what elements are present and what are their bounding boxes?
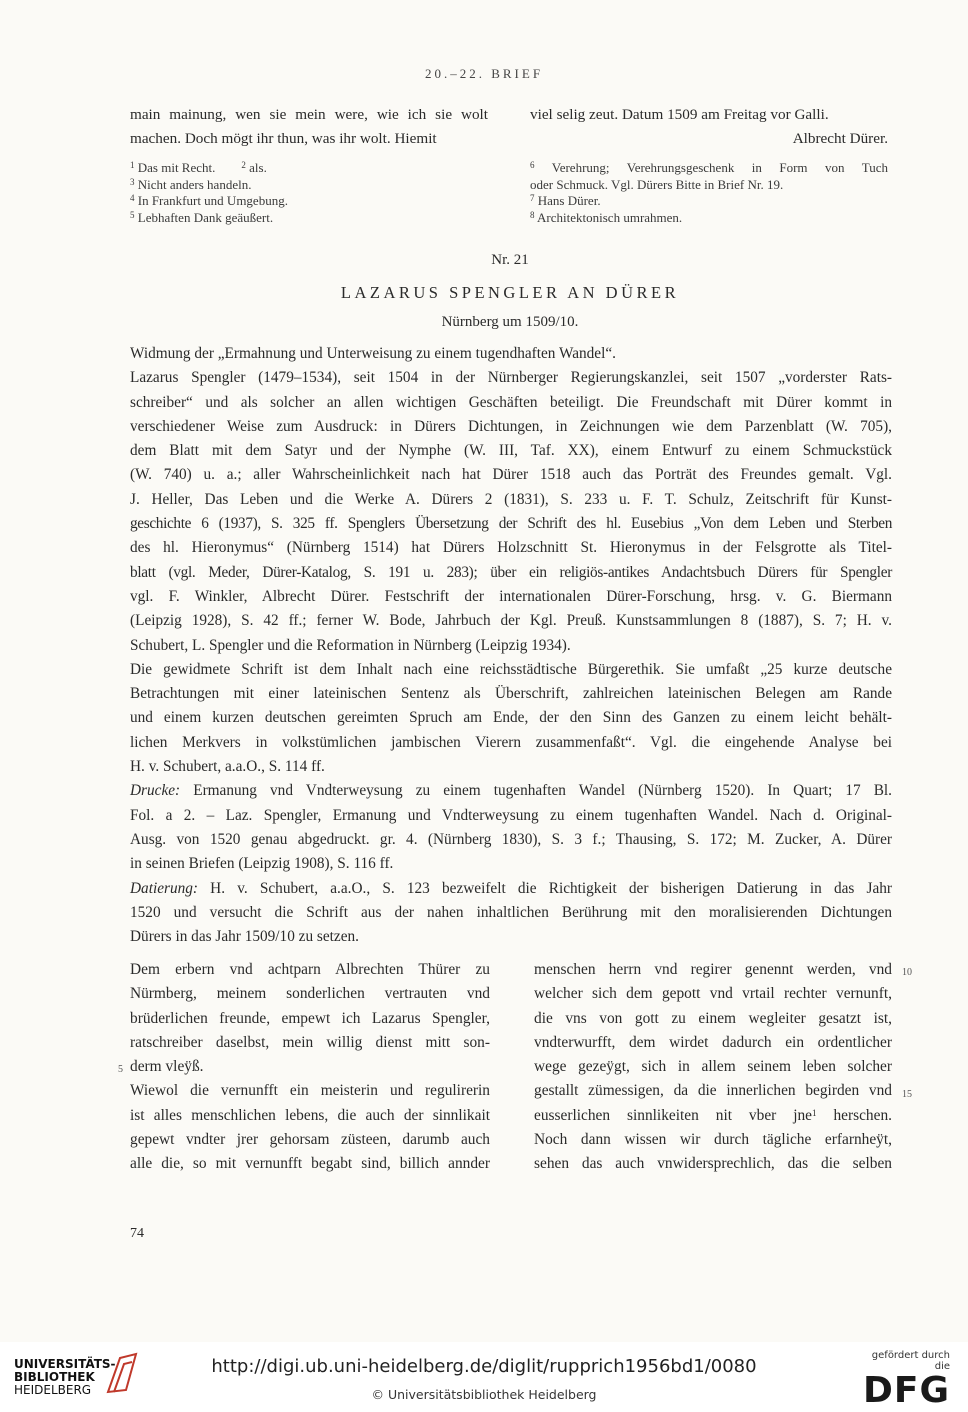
letter-left-column (130, 958, 490, 1177)
letter-line: alle die, so mit vernunfft begabt sind, billich annder (130, 1155, 490, 1173)
letter-line: ist alles menschlichen lebens, die auch der sinnlikait (130, 1106, 490, 1124)
text-line: schreiber“ und als solcher an allen wichtigen Geschäften beteiligt. Die Freundschaft mit Dürer kommt in (130, 393, 892, 411)
letter-line: vndterwurfft, dem wirdet dadurch ein ordentlicher (534, 1033, 892, 1051)
letter-line: sehen das auch vnwidersprechlich, das die selben (534, 1155, 892, 1173)
letter-number: Nr. 21 (491, 252, 529, 268)
text-line: vgl. F. Winkler, Albrecht Dürer. Festschrift der internationalen Dürer-Forschung, hrsg. v. G. Biermann (130, 587, 892, 605)
footnote: $^1$ Das mit Recht. $^2$ als. (130, 160, 267, 175)
text-line: viel selig zeut. Datum 1509 am Freitag vor Galli. (530, 106, 829, 123)
footer-bar (0, 1342, 968, 1412)
text-line: in seinen Briefen (Leipzig 1908), S. 116 ff. (130, 855, 394, 873)
text-line: H. v. Schubert, a.a.O., S. 114 ff. (130, 758, 325, 776)
top-left-column (130, 103, 488, 151)
text-line: geschichte 6 (1937), S. 325 ff. Spenglers Übersetzung der Schrift des hl. Eusebius „Von dem Leben und Sterben (130, 515, 892, 533)
letter-line: eusserlichen sinnlikeiten nit vber jne$^1$ herschen. (534, 1106, 892, 1124)
text-line: Betrachtungen mit einer lateinischen Sentenz als Überschrift, zahlreichen lateinischen Belegen am Rande (130, 685, 892, 703)
permalink-url[interactable]: http://digi.ub.uni-heidelberg.de/diglit/rupprich1956bd1/0080 (211, 1356, 757, 1377)
margin-line-number: 15 (902, 1089, 912, 1100)
dfg-logo[interactable] (854, 1350, 950, 1411)
letter-line: Dem erbern vnd achtparn Albrechten Thürer zu (130, 961, 490, 978)
text-line: blatt (vgl. Meder, Dürer-Katalog, S. 191 u. 283); über ein religiös-antikes Andachtsbuch Dürers für Spengler (130, 563, 892, 581)
datierung-line: Datierung: H. v. Schubert, a.a.O., S. 123 bezweifelt die Richtigkeit der bisherigen Datierung in das Jahr (130, 879, 893, 897)
footnotes-right (530, 160, 888, 226)
footnote: $^5$ Lebhaften Dank geäußert. (130, 209, 274, 225)
text-line: Fol. a 2. – Laz. Spengler, Ermanung und Vndterweysung zu einem tugenhaften Wandel. Nach d. Original- (130, 806, 892, 824)
text-line: J. Heller, Das Leben und die Werke A. Dürers 2 (1831), S. 233 u. F. T. Schulz, Zeitschrift für Kunst- (130, 490, 892, 508)
letter-heading: LAZARUS SPENGLER AN DÜRER (340, 283, 680, 302)
letter-line: die vns von gott zu einem wegleiter gesatzt ist, (534, 1009, 892, 1027)
drucke-line: Drucke: Ermanung vnd Vndterweysung zu einem tugenhaften Wandel (Nürnberg 1520). In Quart; 17 Bl. (130, 782, 892, 800)
running-head: 20.–22. BRIEF (424, 66, 544, 81)
text-line: machen. Doch mögt ihr thun, was ihr wolt. Hiemit (130, 130, 437, 147)
footnotes-left (130, 160, 490, 226)
letter-line: wege gezeÿgt, sich in allem seinem leben solcher (534, 1058, 892, 1076)
footnote: oder Schmuck. Vgl. Dürers Bitte in Brief Nr. 19. (530, 176, 784, 192)
copyright-notice: © Universitätsbibliothek Heidelberg (371, 1387, 597, 1402)
page-number: 74 (130, 1226, 144, 1241)
commentary (130, 342, 892, 949)
logo-text: BIBLIOTHEK (14, 1370, 95, 1384)
text-line: verschiedener Weise zum Ausdruck: in Dürers Dichtungen, in Zeichnungen wie dem Parzenblatt (W. 705), (130, 417, 892, 435)
footnote: $^3$ Nicht anders handeln. (130, 176, 252, 192)
text-line: Ausg. von 1520 genau abgedruckt. gr. 4. (Nürnberg 1830), S. 3 f.; Thausing, S. 172; M. Zucker, A. Dürer (130, 830, 892, 848)
letter-line: derm vleÿß. (130, 1058, 204, 1076)
text-line: 1520 und versucht die Schrift aus der nahen inhaltlichen Berührung mit den moralisierenden Dichtungen (130, 903, 892, 921)
letter-line: gestallt zümessigen, da die innerlichen begirden vnd (534, 1082, 892, 1100)
letter-right-column (534, 958, 892, 1177)
text-line: Widmung der „Ermahnung und Unterweisung zu einem tugendhaften Wandel“. (130, 345, 616, 362)
margin-line-number: 10 (902, 967, 912, 978)
footnote: $^7$ Hans Dürer. (530, 193, 601, 208)
margin-line-number: 5 (118, 1064, 123, 1075)
drucke-label: Drucke: (130, 782, 181, 800)
text-line: lichen Merkvers in volkstümlichen jambischen Vierern zusammenfaßt“. Vgl. die eingehende Analyse bei (130, 733, 892, 751)
text-line: Dürers in das Jahr 1509/10 zu setzen. (130, 928, 359, 946)
letter-line: gepewt vndter jrer gehorsam züsteen, darumb auch (130, 1131, 490, 1149)
text-line: (W. 740) u. a.; aller Wahrscheinlichkeit nach hat Dürer 1518 auch das Porträt des Freundes gemalt. Vgl. (130, 466, 892, 484)
text-line: des hl. Hieronymus“ (Nürnberg 1514) hat Dürers Holzschnitt St. Hieronymus in der Felsgrotte als Titel- (130, 539, 892, 557)
logo-text: HEIDELBERG (14, 1383, 92, 1397)
top-right-column (530, 103, 888, 151)
logo-text: UNIVERSITÄTS- (14, 1357, 116, 1371)
dfg-caption: gefördert durch die (871, 1350, 950, 1372)
dfg-wordmark: DFG (862, 1370, 950, 1411)
text-line: main mainung, wen sie mein were, wie ich sie wolt (130, 106, 488, 123)
text-line: Schubert, L. Spengler und die Reformation in Nürnberg (Leipzig 1934). (130, 636, 571, 654)
letter-line: menschen herrn vnd regirer genennt werden, vnd (534, 961, 892, 978)
footnote: $^4$ In Frankfurt und Umgebung. (130, 193, 288, 208)
letter-line: welcher sich dem gepott vnd vrtail rechter vernunft, (534, 985, 892, 1003)
datierung-label: Datierung: (130, 879, 198, 897)
letter-line: ratschreiber daselbst, mein willig dienst mitt son- (130, 1033, 490, 1051)
letter-line: Noch dann wissen wir durch tägliche erfarnheÿt, (534, 1131, 892, 1149)
letter-line: Nürmberg, meinem sonderlichen vertrauten vnd (130, 985, 490, 1003)
text-line: dem Blatt mit dem Satyr und der Nymphe (W. III, Taf. XX), einem Entwurf zu einem Schmuckstück (130, 442, 892, 460)
text-line: (Leipzig 1928), S. 42 ff.; ferner W. Bode, Jahrbuch der Kgl. Preuß. Kunstsammlungen 8 (1887), S. 7; H. v. (130, 612, 892, 630)
letter-line: brüderlichen freunde, empewt ich Lazarus Spengler, (130, 1009, 490, 1027)
footnote: $^8$ Architektonisch umrahmen. (530, 209, 683, 225)
footnote: $^6$ Verehrung; Verehrungsgeschenk in Form von Tuch (530, 160, 889, 175)
signature-line: Albrecht Dürer. (792, 130, 888, 147)
text-line: Lazarus Spengler (1479–1534), seit 1504 in der Nürnberger Regierungskanzlei, seit 1507 „vorderster Rats- (130, 369, 892, 387)
place-date: Nürnberg um 1509/10. (441, 314, 579, 330)
text-line: Die gewidmete Schrift ist dem Inhalt nach eine reichsstädtische Bürgerethik. Sie umfaßt „25 kurze deutsche (130, 660, 892, 678)
letter-line: Wiewol die vernunfft ein meisterin und regulirerin (130, 1082, 490, 1100)
text-line: und einem kurzen deutschen gereimten Spruch am Ende, der den Sinn des Ganzen zu einem leicht behält- (130, 709, 892, 727)
